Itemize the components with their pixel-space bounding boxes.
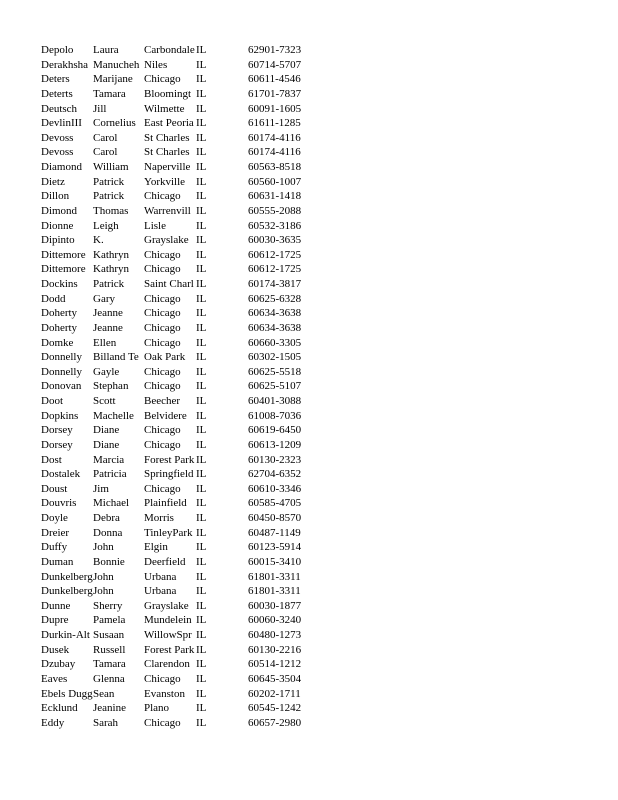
zip-cell: 60401-3088 [248, 395, 302, 407]
zip-cell: 61701-7837 [248, 87, 302, 100]
state-cell: IL [196, 716, 207, 729]
last-name-cell: Dreier [41, 526, 70, 539]
first-name-cell: Stephan [93, 380, 129, 393]
contact-list-table [41, 43, 318, 730]
last-name-cell: Duman [41, 555, 74, 568]
city-cell: Chicago [144, 263, 181, 276]
table-row [41, 482, 318, 497]
last-name-cell: Dittemore [41, 248, 86, 261]
zip-cell: 60130-2216 [248, 643, 302, 656]
city-cell: Morris [144, 512, 174, 524]
last-name-cell: Dunkelberg [41, 570, 93, 583]
last-name-cell: Ecklund [41, 702, 78, 715]
state-cell: IL [196, 555, 207, 568]
state-cell: IL [196, 672, 207, 685]
first-name-cell: Tamara [93, 87, 126, 100]
table-row [41, 438, 318, 453]
first-name-cell: Carol [93, 146, 118, 159]
zip-cell: 60585-4705 [248, 497, 302, 510]
last-name-cell: Dittemore [41, 263, 86, 276]
state-cell: IL [196, 702, 207, 715]
table-row [41, 102, 318, 117]
table-row [41, 306, 318, 321]
table-row [41, 336, 318, 351]
state-cell: IL [196, 234, 207, 247]
table-row [41, 526, 318, 541]
table-row [41, 409, 318, 424]
table-row [41, 555, 318, 570]
last-name-cell: Dionne [41, 219, 74, 232]
first-name-cell: Jill [93, 102, 107, 115]
first-name-cell: Patrick [93, 190, 125, 203]
state-cell: IL [196, 292, 207, 305]
zip-cell: 61801-3311 [248, 570, 301, 583]
zip-cell: 60634-3638 [248, 307, 302, 320]
last-name-cell: Donnelly [41, 365, 82, 378]
state-cell: IL [196, 87, 207, 100]
last-name-cell: Doust [41, 482, 68, 495]
city-cell: Chicago [144, 716, 181, 729]
contact-list-body [41, 43, 318, 730]
last-name-cell: Devoss [41, 146, 74, 159]
state-cell: IL [196, 424, 207, 437]
table-row [41, 570, 318, 585]
state-cell: IL [196, 131, 207, 144]
zip-cell: 60302-1505 [248, 351, 302, 364]
first-name-cell: Ellen [93, 336, 117, 349]
zip-cell: 60625-5107 [248, 380, 302, 393]
zip-cell: 60091-1605 [248, 102, 302, 115]
state-cell: IL [196, 44, 207, 56]
table-row [41, 72, 318, 87]
zip-cell: 60563-8518 [248, 161, 302, 173]
state-cell: IL [196, 585, 207, 598]
first-name-cell: Marcia [93, 453, 125, 466]
city-cell: Carbondale [144, 44, 195, 56]
first-name-cell: Donna [93, 526, 123, 539]
state-cell: IL [196, 336, 207, 349]
zip-cell: 60123-5914 [248, 541, 302, 554]
first-name-cell: Kathryn [93, 263, 130, 276]
state-cell: IL [196, 512, 207, 524]
city-cell: Bloomingt [144, 87, 192, 100]
last-name-cell: Doot [41, 395, 63, 407]
first-name-cell: K. [93, 234, 104, 247]
first-name-cell: Jim [93, 482, 109, 495]
zip-cell: 60612-1725 [248, 248, 302, 261]
zip-cell: 60202-1711 [248, 687, 301, 700]
first-name-cell: Jeanine [93, 702, 126, 715]
table-row [41, 87, 318, 102]
zip-cell: 60625-5518 [248, 365, 302, 378]
table-row [41, 160, 318, 175]
zip-cell: 60545-1242 [248, 702, 302, 715]
zip-cell: 60612-1725 [248, 263, 302, 276]
last-name-cell: Deters [41, 73, 70, 86]
state-cell: IL [196, 365, 207, 378]
city-cell: Belvidere [144, 409, 187, 422]
table-row [41, 540, 318, 555]
first-name-cell: Pamela [93, 614, 126, 627]
city-cell: Warrenvill [144, 204, 191, 217]
zip-cell: 60174-3817 [248, 278, 302, 290]
last-name-cell: Dusek [41, 643, 70, 656]
state-cell: IL [196, 219, 207, 232]
zip-cell: 61611-1285 [248, 117, 301, 130]
city-cell: Lisle [144, 219, 166, 232]
table-row [41, 613, 318, 628]
state-cell: IL [196, 395, 207, 407]
last-name-cell: Diamond [41, 161, 82, 173]
zip-cell: 60030-3635 [248, 234, 302, 247]
table-row [41, 248, 318, 263]
city-cell: Chicago [144, 292, 181, 305]
city-cell: Clarendon [144, 658, 190, 671]
zip-cell: 60610-3346 [248, 482, 302, 495]
city-cell: Beecher [144, 395, 181, 407]
first-name-cell: Billand Te [93, 351, 139, 364]
city-cell: Mundelein [144, 614, 192, 627]
first-name-cell: William [93, 161, 129, 173]
state-cell: IL [196, 643, 207, 656]
table-row [41, 584, 318, 599]
state-cell: IL [196, 468, 207, 481]
city-cell: St Charles [144, 146, 190, 159]
state-cell: IL [196, 102, 207, 115]
zip-cell: 60619-6450 [248, 424, 302, 437]
state-cell: IL [196, 482, 207, 495]
zip-cell: 60015-3410 [248, 555, 302, 568]
state-cell: IL [196, 526, 207, 539]
zip-cell: 60657-2980 [248, 716, 302, 729]
state-cell: IL [196, 687, 207, 700]
table-row [41, 599, 318, 614]
table-row [41, 672, 318, 687]
zip-cell: 60480-1273 [248, 629, 302, 641]
city-cell: Chicago [144, 482, 181, 495]
zip-cell: 60560-1007 [248, 175, 302, 188]
table-row [41, 116, 318, 131]
first-name-cell: Patricia [93, 468, 127, 481]
city-cell: TinleyPark [144, 526, 193, 539]
table-row [41, 43, 318, 58]
last-name-cell: Depolo [41, 44, 74, 56]
table-row [41, 277, 318, 292]
city-cell: St Charles [144, 131, 190, 144]
last-name-cell: Dietz [41, 175, 65, 188]
last-name-cell: Dostalek [41, 468, 81, 481]
first-name-cell: Patrick [93, 278, 125, 290]
state-cell: IL [196, 629, 207, 641]
state-cell: IL [196, 278, 207, 290]
state-cell: IL [196, 497, 207, 510]
city-cell: Springfield [144, 468, 194, 481]
table-row [41, 292, 318, 307]
table-row [41, 131, 318, 146]
state-cell: IL [196, 453, 207, 466]
first-name-cell: Tamara [93, 658, 126, 671]
state-cell: IL [196, 161, 207, 173]
table-row [41, 175, 318, 190]
zip-cell: 60634-3638 [248, 321, 302, 334]
zip-cell: 60660-3305 [248, 336, 302, 349]
first-name-cell: Kathryn [93, 248, 130, 261]
table-row [41, 145, 318, 160]
city-cell: Wilmette [144, 102, 185, 115]
zip-cell: 60611-4546 [248, 73, 301, 86]
zip-cell: 62901-7323 [248, 44, 302, 56]
last-name-cell: Dorsey [41, 424, 73, 437]
table-row [41, 716, 318, 731]
state-cell: IL [196, 190, 207, 203]
table-row [41, 628, 318, 643]
table-row [41, 687, 318, 702]
last-name-cell: Dost [41, 453, 62, 466]
first-name-cell: Michael [93, 497, 130, 510]
zip-cell: 60450-8570 [248, 512, 302, 524]
city-cell: Chicago [144, 380, 181, 393]
last-name-cell: Dimond [41, 204, 78, 217]
state-cell: IL [196, 117, 207, 130]
table-row [41, 189, 318, 204]
city-cell: Forest Park [144, 643, 195, 656]
zip-cell: 60631-1418 [248, 190, 302, 203]
table-row [41, 423, 318, 438]
city-cell: Saint Charl [144, 278, 194, 290]
last-name-cell: Durkin-Alt [41, 629, 90, 641]
first-name-cell: Laura [93, 44, 119, 56]
first-name-cell: Diane [93, 438, 120, 451]
last-name-cell: Doherty [41, 321, 78, 334]
city-cell: East Peoria [144, 117, 194, 130]
last-name-cell: Dzubay [41, 658, 76, 671]
last-name-cell: Dillon [41, 190, 70, 203]
state-cell: IL [196, 351, 207, 364]
last-name-cell: Dodd [41, 292, 66, 305]
city-cell: Chicago [144, 73, 181, 86]
first-name-cell: Gayle [93, 365, 120, 378]
table-row [41, 233, 318, 248]
first-name-cell: Manucheh [93, 58, 140, 71]
last-name-cell: Dockins [41, 278, 78, 290]
state-cell: IL [196, 146, 207, 159]
last-name-cell: Dipinto [41, 234, 75, 247]
first-name-cell: Jeanne [93, 321, 123, 334]
zip-cell: 61801-3311 [248, 585, 301, 598]
table-row [41, 219, 318, 234]
first-name-cell: Marijane [93, 73, 133, 86]
state-cell: IL [196, 380, 207, 393]
city-cell: Evanston [144, 687, 185, 700]
city-cell: Urbana [144, 585, 177, 598]
zip-cell: 60514-1212 [248, 658, 302, 671]
last-name-cell: Dunkelberg [41, 585, 93, 598]
zip-cell: 60174-4116 [248, 146, 301, 159]
city-cell: Chicago [144, 307, 181, 320]
last-name-cell: Devoss [41, 131, 74, 144]
last-name-cell: Dopkins [41, 409, 79, 422]
table-row [41, 657, 318, 672]
zip-cell: 60625-6328 [248, 292, 302, 305]
first-name-cell: Debra [93, 512, 120, 524]
city-cell: Grayslake [144, 599, 189, 612]
first-name-cell: Thomas [93, 204, 129, 217]
state-cell: IL [196, 248, 207, 261]
table-row [41, 453, 318, 468]
first-name-cell: Cornelius [93, 117, 136, 130]
last-name-cell: Doyle [41, 512, 68, 524]
city-cell: Chicago [144, 438, 181, 451]
first-name-cell: Russell [93, 643, 126, 656]
first-name-cell: Scott [93, 395, 116, 407]
state-cell: IL [196, 58, 207, 71]
city-cell: Chicago [144, 424, 181, 437]
city-cell: Yorkville [144, 175, 186, 188]
last-name-cell: Domke [41, 336, 74, 349]
state-cell: IL [196, 541, 207, 554]
city-cell: Urbana [144, 570, 177, 583]
zip-cell: 60613-1209 [248, 438, 302, 451]
table-row [41, 365, 318, 380]
city-cell: Plano [144, 702, 170, 715]
city-cell: Chicago [144, 672, 181, 685]
zip-cell: 60174-4116 [248, 131, 301, 144]
table-row [41, 394, 318, 409]
city-cell: Chicago [144, 190, 181, 203]
table-row [41, 511, 318, 526]
city-cell: Naperville [144, 161, 191, 173]
city-cell: Chicago [144, 365, 181, 378]
city-cell: Deerfield [144, 555, 186, 568]
last-name-cell: Douvris [41, 497, 77, 510]
first-name-cell: Carol [93, 131, 118, 144]
last-name-cell: Deutsch [41, 102, 78, 115]
zip-cell: 60030-1877 [248, 599, 302, 612]
first-name-cell: Gary [93, 292, 115, 305]
first-name-cell: Bonnie [93, 555, 125, 568]
first-name-cell: John [93, 585, 114, 598]
table-row [41, 350, 318, 365]
state-cell: IL [196, 73, 207, 86]
first-name-cell: Sean [93, 687, 115, 700]
city-cell: Oak Park [144, 351, 186, 364]
last-name-cell: Ebels Dugg [41, 687, 93, 700]
zip-cell: 60532-3186 [248, 219, 302, 232]
last-name-cell: Duffy [41, 541, 68, 554]
table-row [41, 643, 318, 658]
first-name-cell: Jeanne [93, 307, 123, 320]
state-cell: IL [196, 307, 207, 320]
first-name-cell: John [93, 570, 114, 583]
zip-cell: 60060-3240 [248, 614, 302, 627]
first-name-cell: Patrick [93, 175, 125, 188]
state-cell: IL [196, 658, 207, 671]
state-cell: IL [196, 570, 207, 583]
table-row [41, 262, 318, 277]
last-name-cell: Eddy [41, 716, 65, 729]
last-name-cell: Dupre [41, 614, 69, 627]
first-name-cell: Sherry [93, 599, 123, 612]
state-cell: IL [196, 263, 207, 276]
zip-cell: 61008-7036 [248, 409, 302, 422]
state-cell: IL [196, 599, 207, 612]
table-row [41, 321, 318, 336]
zip-cell: 60130-2323 [248, 453, 302, 466]
city-cell: Chicago [144, 321, 181, 334]
table-row [41, 204, 318, 219]
state-cell: IL [196, 614, 207, 627]
last-name-cell: Donnelly [41, 351, 82, 364]
city-cell: Niles [144, 58, 168, 71]
table-row [41, 496, 318, 511]
zip-cell: 62704-6352 [248, 468, 302, 481]
state-cell: IL [196, 204, 207, 217]
first-name-cell: Sarah [93, 716, 119, 729]
zip-cell: 60714-5707 [248, 58, 302, 71]
table-row [41, 701, 318, 716]
city-cell: WillowSpr [144, 629, 192, 641]
first-name-cell: John [93, 541, 114, 554]
city-cell: Elgin [144, 541, 168, 554]
zip-cell: 60487-1149 [248, 526, 301, 539]
last-name-cell: Derakhsha [41, 58, 89, 71]
city-cell: Chicago [144, 336, 181, 349]
first-name-cell: Glenna [93, 672, 125, 685]
table-row [41, 58, 318, 73]
last-name-cell: Deterts [41, 87, 73, 100]
table-row [41, 379, 318, 394]
last-name-cell: Donovan [41, 380, 82, 393]
first-name-cell: Leigh [93, 219, 119, 232]
table-row [41, 467, 318, 482]
last-name-cell: Dunne [41, 599, 71, 612]
city-cell: Forest Park [144, 453, 195, 466]
state-cell: IL [196, 438, 207, 451]
first-name-cell: Diane [93, 424, 120, 437]
state-cell: IL [196, 321, 207, 334]
first-name-cell: Susaan [93, 629, 125, 641]
state-cell: IL [196, 409, 207, 422]
last-name-cell: Eaves [41, 672, 68, 685]
state-cell: IL [196, 175, 207, 188]
first-name-cell: Machelle [93, 409, 134, 422]
last-name-cell: Doherty [41, 307, 78, 320]
zip-cell: 60555-2088 [248, 204, 302, 217]
city-cell: Plainfield [144, 497, 187, 510]
city-cell: Chicago [144, 248, 181, 261]
last-name-cell: DevlinIII [41, 117, 82, 130]
city-cell: Grayslake [144, 234, 189, 247]
last-name-cell: Dorsey [41, 438, 73, 451]
zip-cell: 60645-3504 [248, 672, 302, 685]
